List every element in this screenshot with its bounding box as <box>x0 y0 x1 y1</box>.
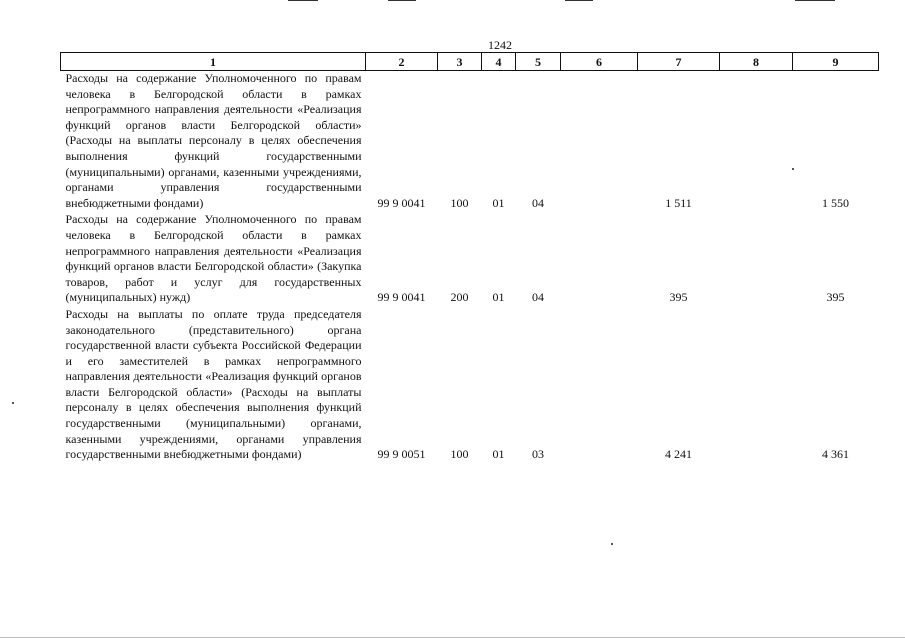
scan-edge-line <box>795 0 835 1</box>
row-section: 01 <box>492 290 505 305</box>
scan-edge-line <box>388 0 416 1</box>
row-target-code: 99 9 0051 <box>377 447 426 462</box>
scan-speck <box>792 168 794 170</box>
table-row <box>61 212 879 307</box>
column-header-1: 1 <box>61 53 366 71</box>
column-header-7: 7 <box>638 53 720 71</box>
row-col8 <box>720 212 793 307</box>
table-header-row <box>61 53 879 71</box>
budget-table <box>60 52 879 464</box>
row-target-code: 99 9 0041 <box>377 195 426 210</box>
column-header-6: 6 <box>561 53 638 71</box>
column-header-5: 5 <box>516 53 561 71</box>
row-col6 <box>561 71 638 213</box>
column-header-4: 4 <box>482 53 516 71</box>
column-header-2: 2 <box>366 53 438 71</box>
row-description: Расходы на содержание Уполномоченного по правам человека в Белгородской области в рамках непрограммного направления деятельности «Реализация функций органов власти Белгородской области» (Расходы на выплаты персоналу в целях обеспечения выполнения функций государственными (муниципальными) органами, казенными учреждениями, органами управления государственными внебюджетными фондами) <box>65 71 362 210</box>
row-expense-type: 200 <box>450 290 469 305</box>
row-col6 <box>561 212 638 307</box>
row-section: 01 <box>492 195 505 210</box>
row-col8 <box>720 71 793 213</box>
column-header-3: 3 <box>438 53 482 71</box>
row-section: 01 <box>492 447 505 462</box>
row-amount-col7: 1 511 <box>665 195 692 210</box>
page-number: 1242 <box>488 38 512 52</box>
column-header-9: 9 <box>793 53 879 71</box>
table-row <box>61 71 879 213</box>
row-target-code: 99 9 0041 <box>377 290 426 305</box>
scan-edge-line <box>565 0 593 1</box>
table-row <box>61 307 879 464</box>
scan-speck <box>12 402 14 404</box>
scan-edge-line <box>288 0 318 1</box>
row-col8 <box>720 307 793 464</box>
row-amount-col7: 395 <box>669 290 688 305</box>
row-subsection: 03 <box>532 447 544 462</box>
row-description: Расходы на содержание Уполномоченного по правам человека в Белгородской области в рамках непрограммного направления деятельности «Реализация функций органов власти Белгородской области» (Закупка товаров, работ и услуг для государственных (муниципальных) нужд) <box>65 212 362 305</box>
row-subsection: 04 <box>532 290 544 305</box>
scan-edge-line <box>0 637 905 638</box>
column-header-8: 8 <box>720 53 793 71</box>
row-col6 <box>561 307 638 464</box>
row-amount-col9: 395 <box>826 290 845 305</box>
scan-speck <box>611 543 613 545</box>
row-amount-col9: 4 361 <box>822 447 849 462</box>
row-description: Расходы на выплаты по оплате труда председателя законодательного (представительного) органа государственной власти субъекта Российской Федерации и его заместителей в рамках непрограммного направления деятельности «Реализация функций органов власти Белгородской области» (Расходы на выплаты персоналу в целях обеспечения выполнения функций государственными (муниципальными) органами, казенными учреждениями, органами управления государственными внебюджетными фондами) <box>65 306 362 462</box>
row-subsection: 04 <box>532 195 544 210</box>
row-expense-type: 100 <box>450 447 469 462</box>
row-amount-col9: 1 550 <box>822 195 849 210</box>
row-amount-col7: 4 241 <box>665 447 692 462</box>
row-expense-type: 100 <box>450 195 469 210</box>
